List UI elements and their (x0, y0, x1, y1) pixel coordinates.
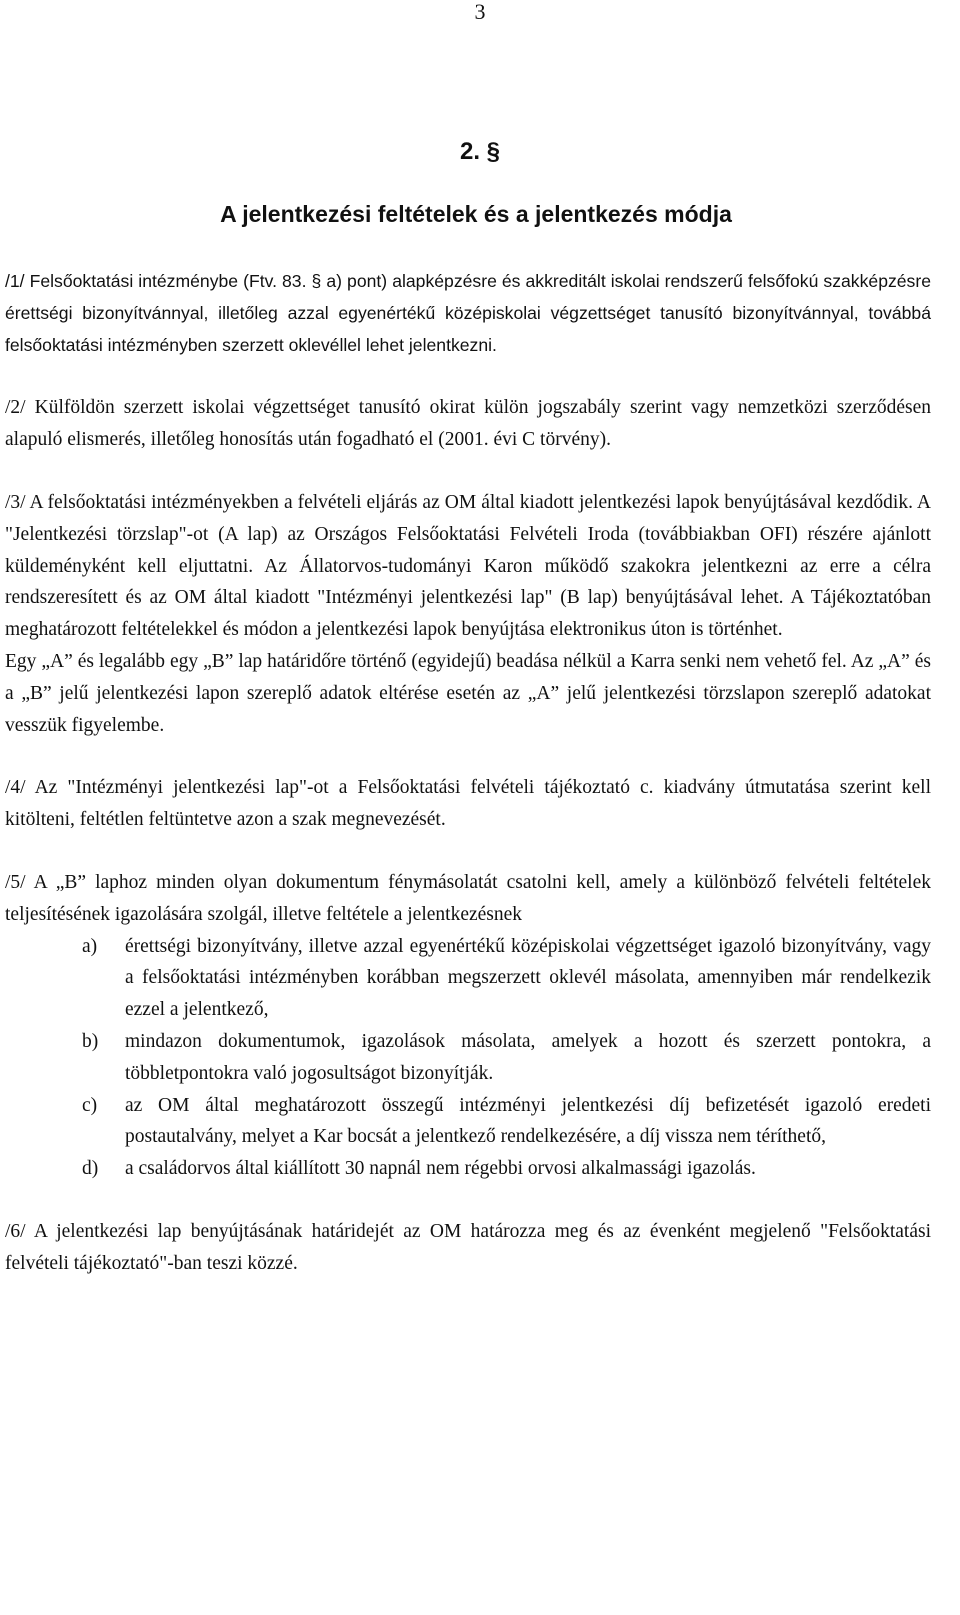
list-marker: a) (82, 935, 98, 957)
page-title: A jelentkezési feltételek és a jelentkezés módja (220, 201, 732, 227)
list-marker: d) (82, 1158, 99, 1180)
list-marker: b) (82, 1030, 99, 1052)
document-body (5, 266, 931, 1280)
list-item (5, 1153, 931, 1185)
paragraph-4: /4/ Az "Intézményi jelentkezési lap"-ot a Felsőoktatási felvételi tájékoztató c. kiadvány útmutatása szerint kell kitölteni, feltétlen feltüntetve azon a szak megnevezését. (5, 777, 931, 831)
list-item-text: mindazon dokumentumok, igazolások másolata, amelyek a hozott és szerzett pontokra, a többletpontokra való jogosultságot bizonyítják. (125, 1030, 931, 1084)
list-item-text: a családorvos által kiállított 30 napnál nem régebbi orvosi alkalmassági igazolás. (125, 1158, 756, 1180)
paragraph-2: /2/ Külföldön szerzett iskolai végzettséget tanusító okirat külön jogszabály szerint vagy nemzetközi szerződésen alapuló elismerés, illetőleg honosítás után fogadható el (2001. évi C törvény). (5, 397, 931, 451)
attachment-list (5, 931, 931, 1185)
paragraph-5: /5/ A „B” laphoz minden olyan dokumentum fénymásolatát csatolni kell, amely a különböző felvételi feltételek teljesítésének igazolására szolgál, illetve feltétele a jelentkezésnek (5, 871, 931, 925)
list-item (5, 1026, 931, 1090)
list-marker: c) (82, 1094, 98, 1116)
list-item (5, 1090, 931, 1154)
list-item-text: az OM által meghatározott összegű intézményi jelentkezési díj befizetését igazoló eredeti postautalvány, melyet a Kar bocsát a jelentkező rendelkezésére, a díj vissza nem téríthető, (125, 1094, 931, 1148)
list-item-text: érettségi bizonyítvány, illetve azzal egyenértékű középiskolai végzettséget igazoló bizonyítvány, vagy a felsőoktatási intézményben korábban megszerzett oklevél másolata, amennyiben már rendelkezik ezzel a jelentkező, (125, 935, 931, 1021)
paragraph-3: /3/ A felsőoktatási intézményekben a felvételi eljárás az OM által kiadott jelentkezési lapok benyújtásával kezdődik. A "Jelentkezési törzslap"-ot (A lap) az Országos Felsőoktatási Felvételi Iroda (továbbiakban OFI) részére ajánlott küldeményként kell eljuttatni. Az Állatorvos-tudományi Karon működő szakokra jelentkezni az erre a célra rendszeresített és az OM által kiadott "Intézményi jelentkezési lap" (B lap) benyújtásával lehet. A Tájékoztatóban meghatározott feltételekkel és módon a jelentkezési lapok benyújtása elektronikus úton is történhet. (5, 491, 931, 641)
paragraph-6: /6/ A jelentkezési lap benyújtásának határidejét az OM határozza meg és az évenként megjelenő "Felsőoktatási felvételi tájékoztató"-ban teszi közzé. (5, 1220, 931, 1274)
page-number: 3 (474, 0, 486, 24)
section-number: 2. § (459, 138, 501, 165)
list-item (5, 931, 931, 1026)
paragraph-3b: Egy „A” és legalább egy „B” lap határidőre történő (egyidejű) beadása nélkül a Karra senki nem vehető fel. Az „A” és a „B” jelű jelentkezési lapon szereplő adatok eltérése esetén az „A” jelű jelentkezési törzslapon szereplő adatokat vesszük figyelembe. (5, 650, 931, 736)
paragraph-1: /1/ Felsőoktatási intézménybe (Ftv. 83. § a) pont) alapképzésre és akkreditált iskolai rendszerű felsőfokú szakképzésre érettségi bizonyítvánnyal, illetőleg azzal egyenértékű középiskolai végzettséget tanusító bizonyítvánnyal, továbbá felsőoktatási intézményben szerzett oklevéllel lehet jelentkezni. (5, 271, 931, 355)
